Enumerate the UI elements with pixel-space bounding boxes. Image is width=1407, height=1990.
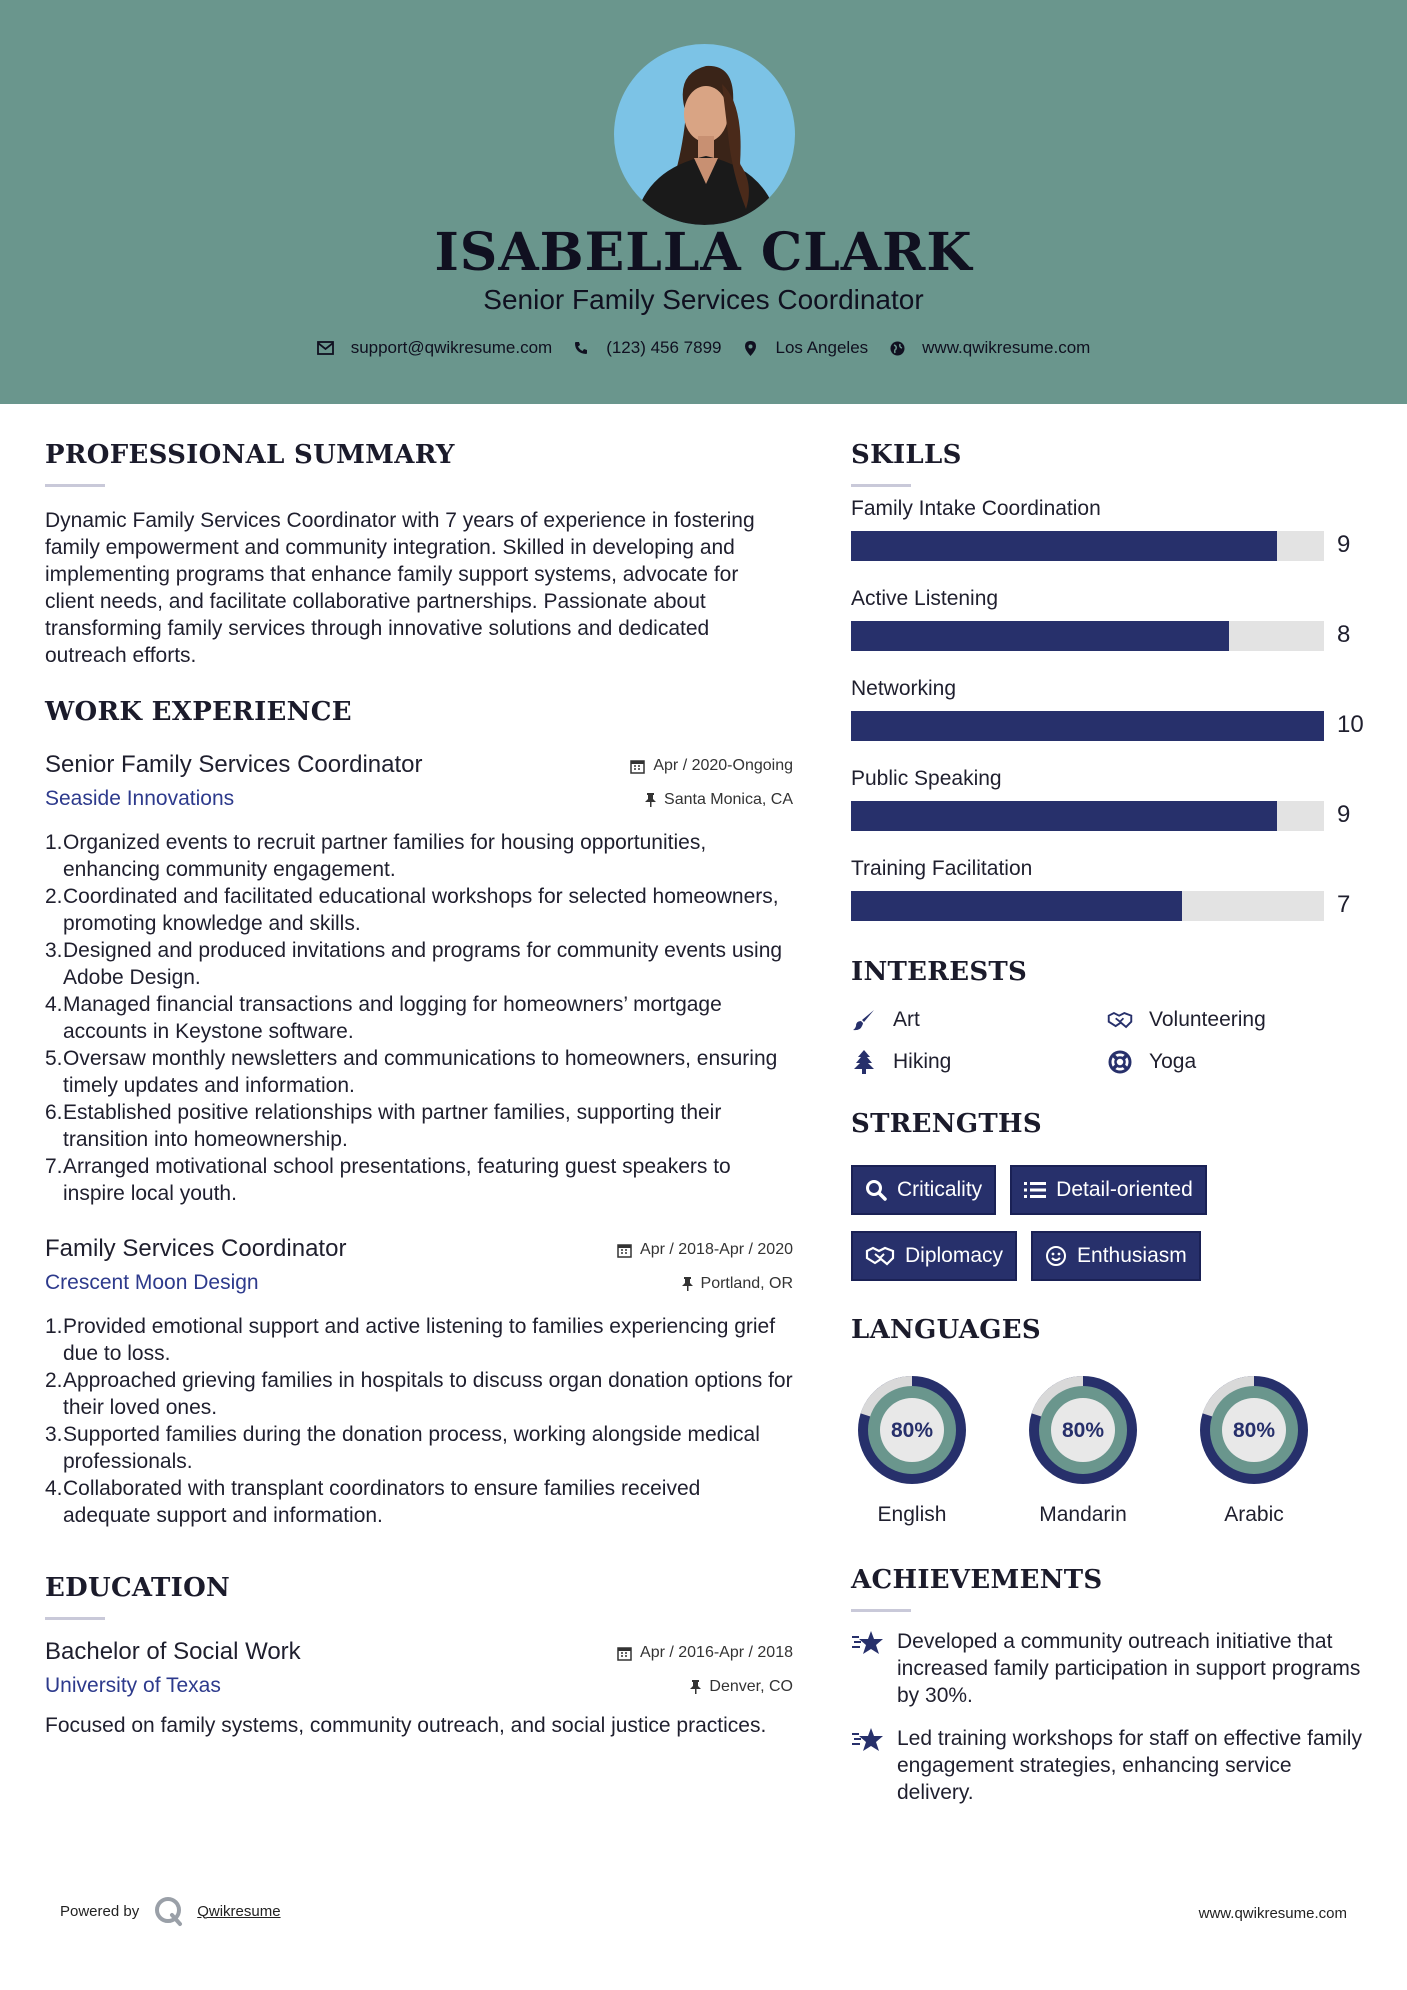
footer-website[interactable]: www.qwikresume.com: [1198, 1905, 1347, 1922]
skill-level: 9: [1337, 801, 1351, 828]
education-location: [690, 1678, 793, 1696]
strength-tag: [851, 1231, 1017, 1281]
skills-section: [851, 440, 1371, 921]
contact-location: [742, 338, 869, 358]
skill-name: Family Intake Coordination: [851, 497, 1101, 520]
qwikresume-link[interactable]: Qwikresume: [197, 1902, 281, 1920]
qwikresume-logo-icon: [153, 1895, 185, 1927]
skills-title: SKILLS: [851, 440, 962, 470]
paintbrush-icon: [851, 1007, 877, 1033]
language-item: [1022, 1369, 1193, 1527]
strength-label: Detail-oriented: [1056, 1178, 1193, 1201]
list-item: 3. Designed and produced invitations and programs for community events using Adobe Design.: [45, 939, 783, 989]
job-company: Seaside Innovations: [45, 787, 235, 810]
education-title: EDUCATION: [45, 1573, 231, 1603]
education-date: [617, 1644, 793, 1662]
interest-item: [1107, 1007, 1347, 1033]
contact-phone-text: (123) 456 7899: [606, 338, 722, 357]
language-name: Arabic: [1224, 1503, 1284, 1526]
job-1-bullets: [45, 829, 793, 1207]
strength-tag: [1010, 1165, 1207, 1215]
skill-bar-fill: [851, 621, 1229, 651]
skill-item: [851, 677, 1371, 741]
candidate-role: Senior Family Services Coordinator: [483, 284, 924, 315]
experience-title: WORK EXPERIENCE: [45, 697, 352, 727]
footer-powered-by: [60, 1895, 281, 1927]
job-date: [630, 757, 793, 775]
job-location: [682, 1275, 793, 1293]
language-item: [851, 1369, 1022, 1527]
skill-name: Training Facilitation: [851, 857, 1033, 880]
interests-section: [851, 957, 1371, 1075]
job-location-text: Santa Monica, CA: [664, 791, 793, 808]
contact-phone[interactable]: [572, 338, 721, 358]
degree-title: Bachelor of Social Work: [45, 1638, 301, 1665]
calendar-icon: [630, 759, 645, 774]
skill-level: 8: [1337, 621, 1351, 648]
calendar-icon: [617, 1646, 632, 1661]
envelope-icon: [317, 339, 335, 357]
job-date: [617, 1241, 793, 1259]
strength-label: Diplomacy: [905, 1244, 1004, 1267]
language-percent: 80%: [1232, 1419, 1276, 1442]
tree-icon: [851, 1049, 877, 1075]
pushpin-icon: [682, 1277, 693, 1291]
interest-label: Yoga: [1149, 1050, 1197, 1073]
candidate-name: ISABELLA CLARK: [434, 222, 973, 283]
skill-level: 10: [1337, 711, 1364, 738]
interest-label: Hiking: [893, 1050, 952, 1073]
interest-item: [851, 1007, 1107, 1033]
list-item: 3. Supported families during the donation process, working alongside medical professionals.: [45, 1423, 760, 1473]
language-name: English: [877, 1503, 947, 1526]
interest-item: [851, 1049, 1107, 1075]
pushpin-icon: [645, 793, 656, 807]
language-name: Mandarin: [1039, 1503, 1127, 1526]
list-item: 1. Provided emotional support and active listening to families experiencing grief due to loss.: [45, 1315, 776, 1365]
calendar-icon: [617, 1243, 632, 1258]
language-gauge: [1193, 1369, 1315, 1491]
job-title: Family Services Coordinator: [45, 1235, 347, 1262]
summary-section: [45, 440, 793, 669]
resume-header: [0, 0, 1407, 404]
contact-bar: [0, 338, 1407, 358]
section-divider: [851, 1609, 911, 1612]
experience-section: [45, 697, 793, 1529]
handshake-icon: [1107, 1007, 1133, 1033]
profile-photo: [614, 44, 795, 225]
job-company: Crescent Moon Design: [45, 1271, 259, 1294]
job-date-text: Apr / 2018-Apr / 2020: [640, 1241, 793, 1258]
list-item: 4. Collaborated with transplant coordinators to ensure families received adequate support and information.: [45, 1477, 701, 1527]
summary-text: Dynamic Family Services Coordinator with 7 years of experience in fostering family empowerment and community integration. Skilled in developing and implementing programs that enhance family support systems, advocate for client needs, and facilitate collaborative partnerships. Passionate about transforming family services through innovative solutions and dedicated outreach efforts.: [45, 509, 755, 667]
language-gauge: [1022, 1369, 1144, 1491]
skill-bar-fill: [851, 891, 1182, 921]
language-gauge: [851, 1369, 973, 1491]
job-2: [45, 1235, 793, 1529]
skill-name: Public Speaking: [851, 767, 1002, 790]
education-location-text: Denver, CO: [709, 1678, 793, 1695]
interest-item: [1107, 1049, 1347, 1075]
list-item: 5. Oversaw monthly newsletters and communications to homeowners, ensuring timely updates and information.: [45, 1047, 778, 1097]
skill-bar-fill: [851, 801, 1277, 831]
education-text: Focused on family systems, community outreach, and social justice practices.: [45, 1714, 767, 1737]
pushpin-icon: [690, 1680, 701, 1694]
job-date-text: Apr / 2020-Ongoing: [653, 757, 793, 774]
smile-icon: [1045, 1245, 1067, 1267]
section-divider: [45, 484, 105, 487]
education-section: [45, 1573, 793, 1739]
contact-location-text: Los Angeles: [775, 338, 869, 357]
achievement-item: [851, 1628, 1371, 1709]
right-column: [851, 440, 1371, 1806]
strength-label: Criticality: [897, 1178, 983, 1201]
skill-bar-fill: [851, 531, 1277, 561]
section-divider: [45, 1617, 105, 1620]
achievement-item: [851, 1725, 1371, 1806]
list-item: 2. Coordinated and facilitated educational workshops for selected homeowners, promoting knowledge and skills.: [45, 885, 779, 935]
handshake-icon: [865, 1245, 895, 1267]
language-percent: 80%: [890, 1419, 934, 1442]
section-divider: [851, 484, 911, 487]
list-item: 6. Established positive relationships with partner families, supporting their transition into homeownership.: [45, 1101, 722, 1151]
skill-item: [851, 497, 1371, 561]
job-title: Senior Family Services Coordinator: [45, 751, 423, 778]
contact-website[interactable]: [888, 338, 1090, 358]
list-item: 4. Managed financial transactions and logging for homeowners’ mortgage accounts in Keystone software.: [45, 993, 722, 1043]
skill-level: 9: [1337, 531, 1351, 558]
interest-label: Volunteering: [1149, 1008, 1266, 1031]
skill-name: Networking: [851, 677, 957, 700]
summary-title: PROFESSIONAL SUMMARY: [45, 440, 455, 470]
education-date-text: Apr / 2016-Apr / 2018: [640, 1644, 793, 1661]
list-item: 2. Approached grieving families in hospitals to discuss organ donation options for their loved ones.: [45, 1369, 793, 1419]
phone-icon: [572, 339, 590, 357]
job-1: [45, 751, 793, 1207]
skill-name: Active Listening: [851, 587, 999, 610]
achievements-section: [851, 1565, 1371, 1806]
languages-section: [851, 1315, 1371, 1527]
skill-item: [851, 857, 1371, 921]
language-item: [1193, 1369, 1364, 1527]
languages-title: LANGUAGES: [851, 1315, 1041, 1345]
achievement-text: Developed a community outreach initiative that increased family participation in support programs by 30%.: [897, 1630, 1361, 1707]
skill-item: [851, 587, 1371, 651]
star-icon: [851, 1725, 885, 1755]
lifebuoy-icon: [1107, 1049, 1133, 1075]
job-location-text: Portland, OR: [700, 1275, 793, 1292]
strengths-section: [851, 1109, 1371, 1281]
strength-tag: [1031, 1231, 1201, 1281]
interest-label: Art: [893, 1008, 920, 1031]
globe-icon: [888, 339, 906, 357]
language-percent: 80%: [1061, 1419, 1105, 1442]
job-location: [645, 791, 793, 809]
contact-website-text: www.qwikresume.com: [922, 338, 1091, 357]
interests-title: INTERESTS: [851, 957, 1028, 987]
list-icon: [1024, 1181, 1046, 1199]
contact-email[interactable]: [317, 338, 553, 358]
search-icon: [865, 1179, 887, 1201]
contact-email-text: support@qwikresume.com: [350, 338, 553, 357]
strength-label: Enthusiasm: [1077, 1244, 1187, 1267]
achievements-title: ACHIEVEMENTS: [851, 1565, 1103, 1595]
left-column: [45, 440, 793, 1739]
school-name: University of Texas: [45, 1674, 221, 1697]
list-item: 1. Organized events to recruit partner families for housing opportunities, enhancing community engagement.: [45, 831, 707, 881]
strength-tag: [851, 1165, 996, 1215]
map-pin-icon: [742, 339, 760, 357]
star-icon: [851, 1628, 885, 1658]
powered-by-text: Powered by: [60, 1902, 140, 1920]
skill-item: [851, 767, 1371, 831]
job-2-bullets: [45, 1313, 793, 1529]
skill-bar-fill: [851, 711, 1324, 741]
achievement-text: Led training workshops for staff on effective family engagement strategies, enhancing service delivery.: [897, 1727, 1362, 1804]
strengths-title: STRENGTHS: [851, 1109, 1042, 1139]
skill-level: 7: [1337, 891, 1351, 918]
list-item: 7. Arranged motivational school presentations, featuring guest speakers to inspire local youth.: [45, 1155, 731, 1205]
